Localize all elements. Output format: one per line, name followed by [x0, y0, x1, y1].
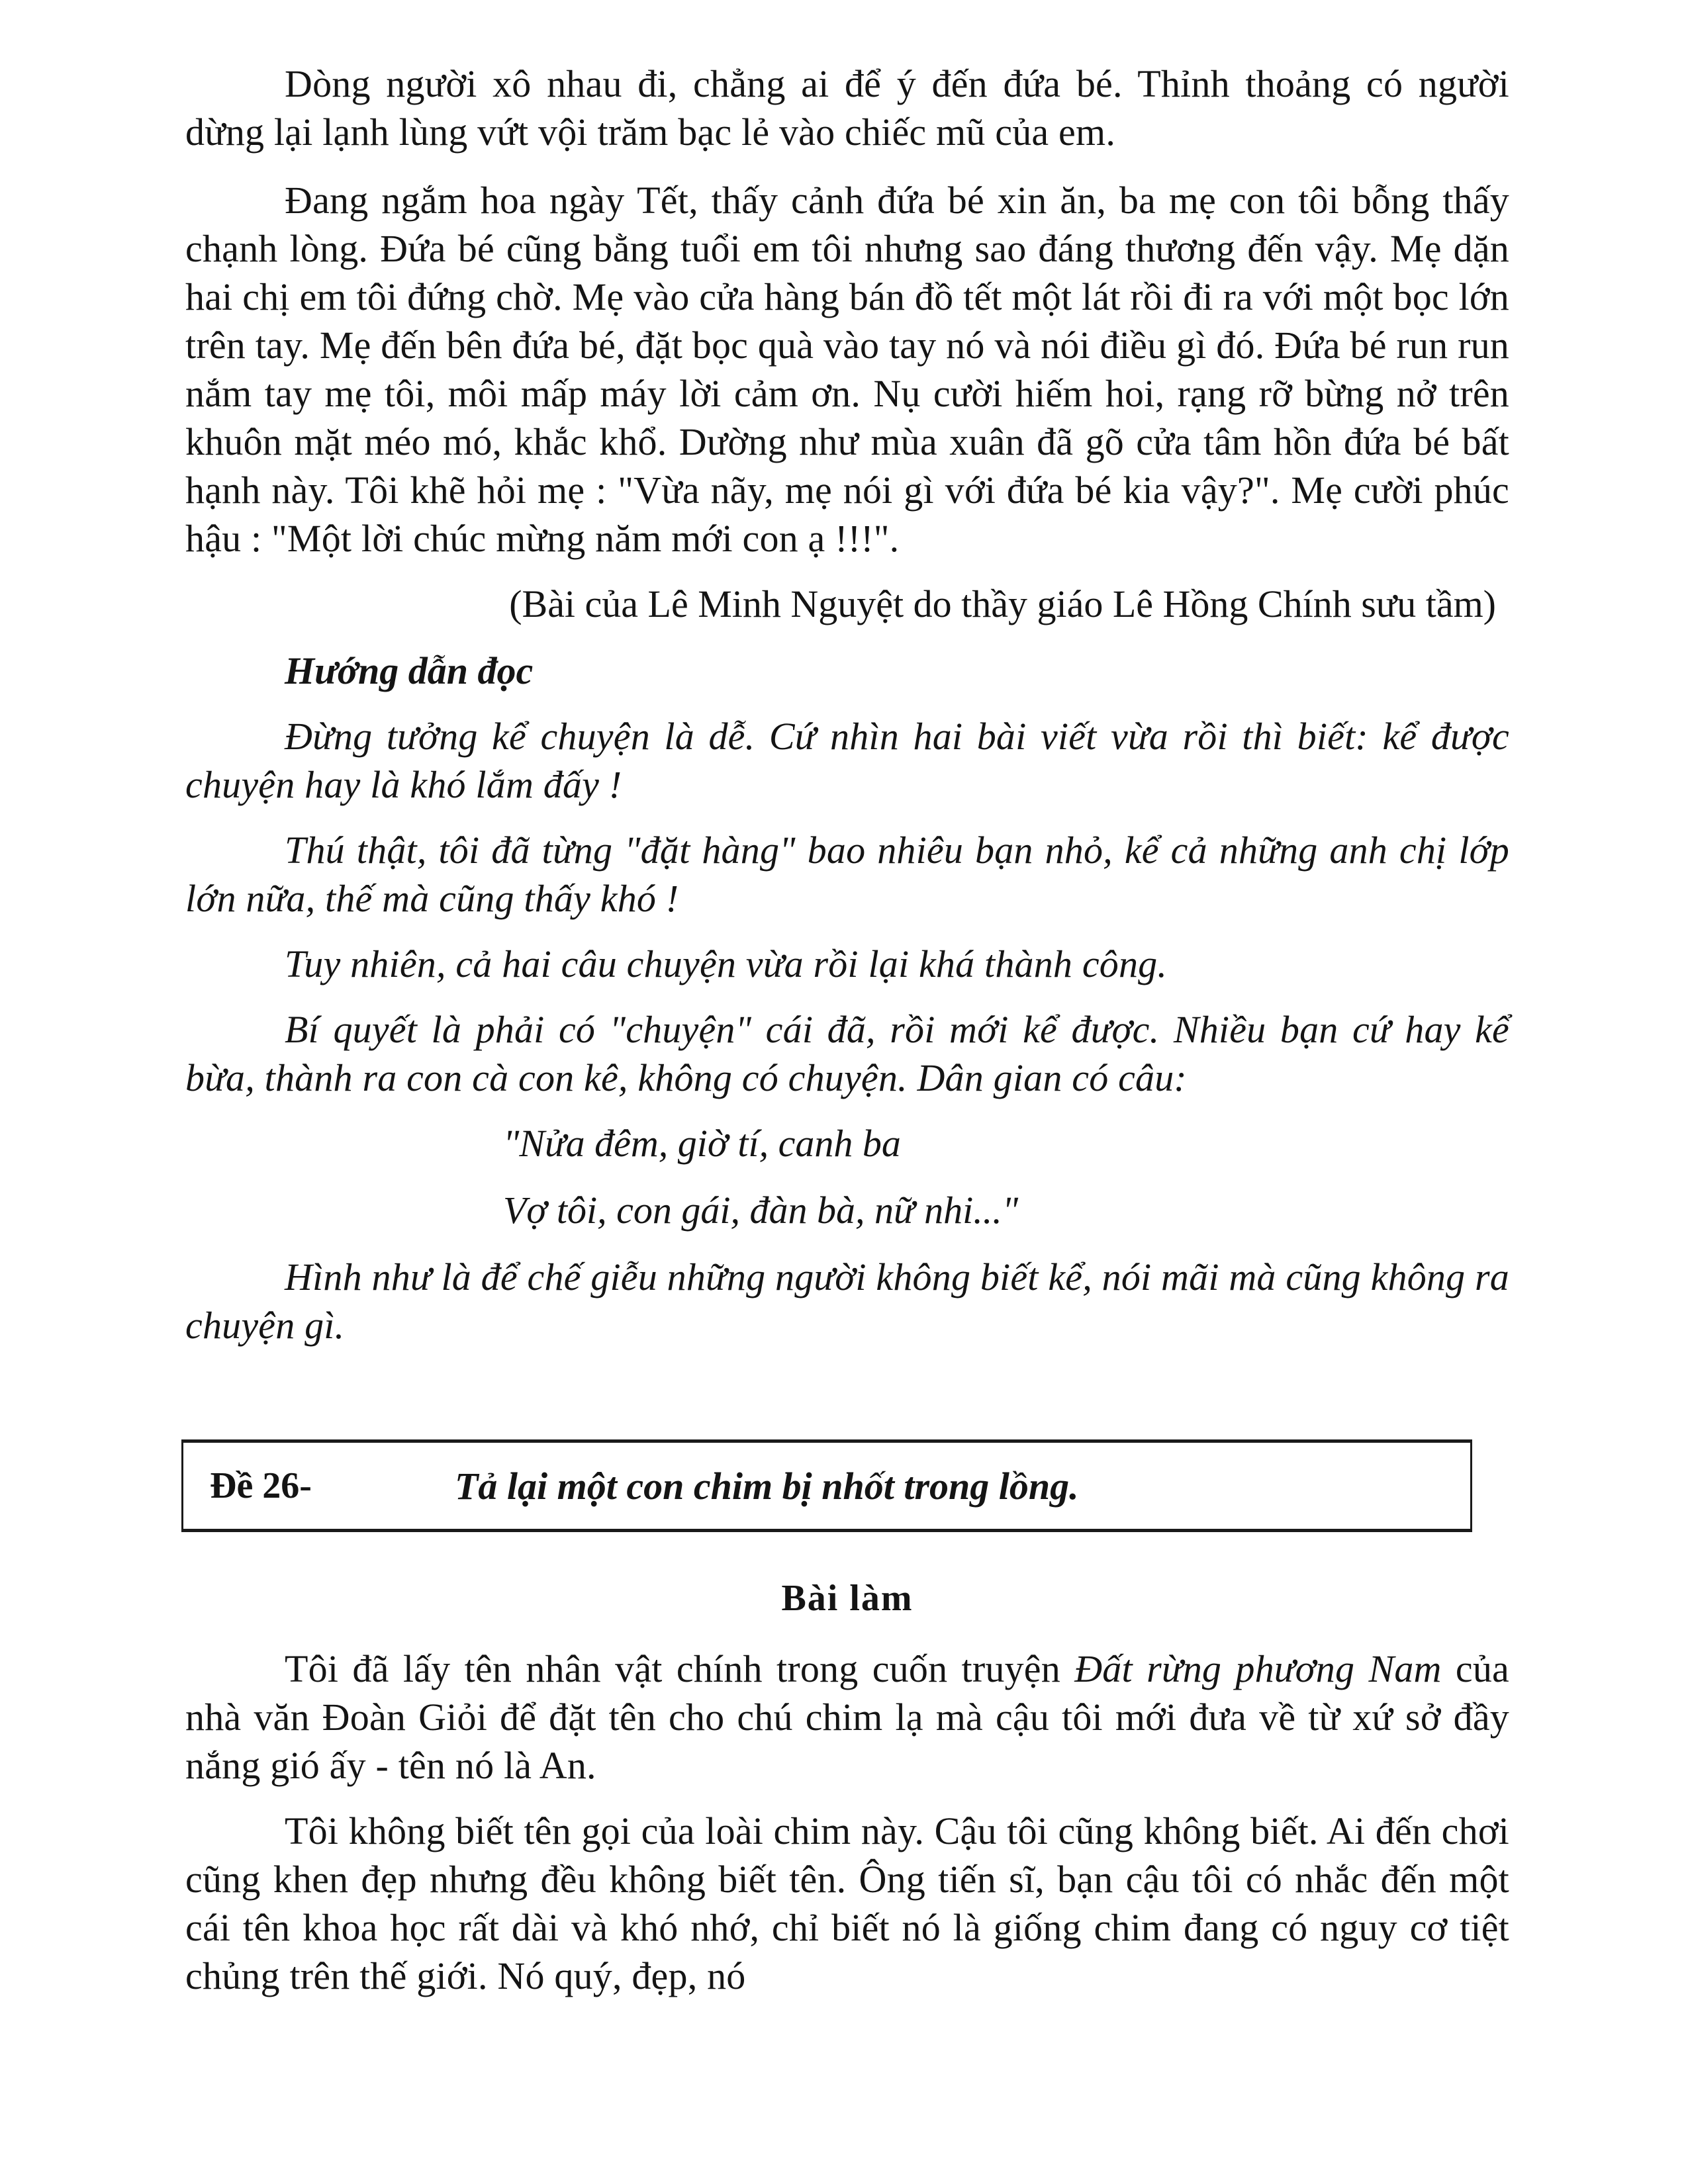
topic-number: Đề 26- [210, 1465, 312, 1506]
book-title: Đất rừng phương Nam [1074, 1647, 1442, 1690]
folk-verse-line-2: Vợ tôi, con gái, đàn bà, nữ nhi..." [503, 1189, 1019, 1232]
essay-p1-before: Tôi đã lấy tên nhân vật chính trong cuốn truyện [285, 1647, 1075, 1690]
essay-paragraph-1 [185, 1645, 1509, 1790]
essay-heading: Bài làm [781, 1578, 914, 1619]
guide-paragraph-2: Thú thật, tôi đã từng "đặt hàng" bao nhiêu bạn nhỏ, kể cả những anh chị lớp lớn nữa, thế mà cũng thấy khó ! [185, 829, 1509, 920]
story-paragraph-1: Dòng người xô nhau đi, chẳng ai để ý đến đứa bé. Thỉnh thoảng có người dừng lại lạnh lùng vứt vội trăm bạc lẻ vào chiếc mũ của em. [185, 62, 1509, 154]
topic-title: Tả lại một con chim bị nhốt trong lồng. [455, 1464, 1079, 1508]
essay-p1-after: của nhà văn Đoàn Giỏi để đặt tên cho chú chim lạ mà cậu tôi mới đưa về từ xứ sở đầy nắng gió ấy - tên nó là An. [185, 1647, 1509, 1787]
document-page [185, 60, 1509, 2017]
guide-paragraph-4: Bí quyết là phải có "chuyện" cái đã, rồi mới kể được. Nhiều bạn cứ hay kể bừa, thành ra con cà con kê, không có chuyện. Dân gian có câu: [185, 1008, 1509, 1099]
guide-paragraph-1: Đừng tưởng kể chuyện là dễ. Cứ nhìn hai bài viết vừa rồi thì biết: kể được chuyện hay là khó lắm đấy ! [185, 715, 1509, 806]
reading-guide-heading: Hướng dẫn đọc [285, 649, 534, 692]
folk-verse-line-1: "Nửa đêm, giờ tí, canh ba [503, 1122, 901, 1165]
guide-paragraph-3: Tuy nhiên, cả hai câu chuyện vừa rồi lại khá thành công. [285, 942, 1168, 985]
story-paragraph-2: Đang ngắm hoa ngày Tết, thấy cảnh đứa bé xin ăn, ba mẹ con tôi bỗng thấy chạnh lòng. Đứa bé cũng bằng tuổi em tôi nhưng sao đáng thương đến vậy. Mẹ dặn hai chị em tôi đứng chờ. Mẹ vào cửa hàng bán đồ tết một lát rồi đi ra với một bọc lớn trên tay. Mẹ đến bên đứa bé, đặt bọc quà vào tay nó và nói điều gì đó. Đứa bé run run nắm tay mẹ tôi, môi mấp máy lời cảm ơn. Nụ cười hiếm hoi, rạng rỡ bừng nở trên khuôn mặt méo mó, khắc khổ. Dường như mùa xuân đã gõ cửa tâm hồn đứa bé bất hạnh này. Tôi khẽ hỏi mẹ : "Vừa nãy, mẹ nói gì với đứa bé kia vậy?". Mẹ cười phúc hậu : "Một lời chúc mừng năm mới con ạ !!!". [185, 179, 1509, 560]
story-citation: (Bài của Lê Minh Nguyệt do thầy giáo Lê Hồng Chính sưu tầm) [509, 582, 1496, 625]
guide-closing-paragraph: Hình như là để chế giễu những người không biết kể, nói mãi mà cũng không ra chuyện gì. [185, 1255, 1509, 1347]
essay-paragraph-2: Tôi không biết tên gọi của loài chim này. Cậu tôi cũng không biết. Ai đến chơi cũng khen đẹp nhưng đều không biết tên. Ông tiến sĩ, bạn cậu tôi có nhắc đến một cái tên khoa học rất dài và khó nhớ, chỉ biết nó là giống chim đang có nguy cơ tiệt chủng trên thế giới. Nó quý, đẹp, nó [185, 1809, 1509, 1997]
section-spacer [185, 1367, 1509, 1439]
topic-box [181, 1439, 1472, 1532]
